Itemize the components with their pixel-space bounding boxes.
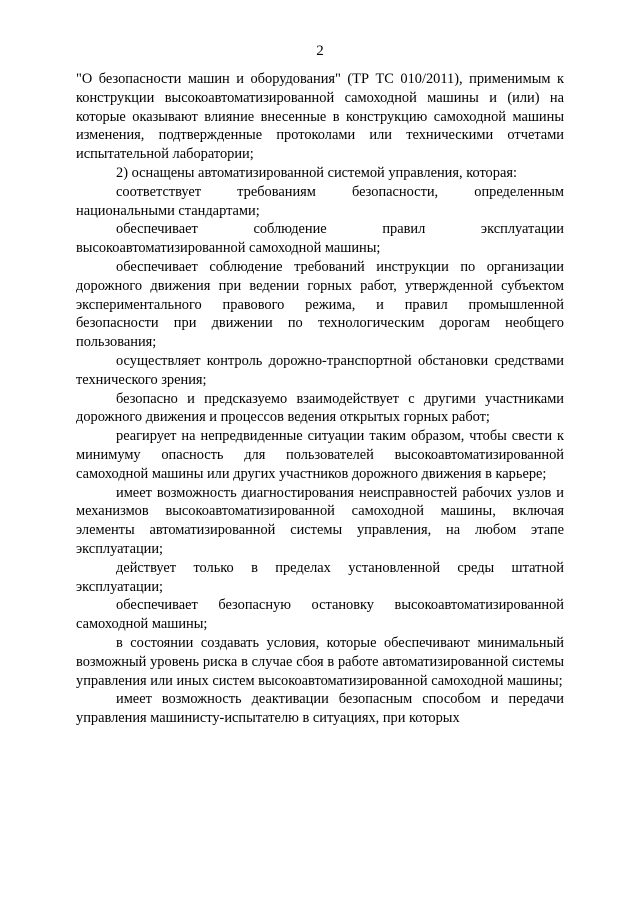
paragraph-traffic-instruction: обеспечивает соблюдение требований инструкции по организации дорожного движения при ведении горных работ, утвержденной субъектом экспериментального правового режима, и правил промышленной безопасности при движении по технологическим дорогам необщего пользования; xyxy=(76,258,564,351)
paragraph-safety-requirements: соответствует требованиям безопасности, определенным национальными стандартами; xyxy=(76,183,564,219)
paragraph-interaction: безопасно и предсказуемо взаимодействует с другими участниками дорожного движения и процессов ведения открытых горных работ; xyxy=(76,390,564,426)
paragraph-item-2-intro: 2) оснащены автоматизированной системой управления, которая: xyxy=(116,164,517,181)
paragraph-diagnostics: имеет возможность диагностирования неисправностей рабочих узлов и механизмов высокоавтоматизированной самоходной машины, включая элементы автоматизированной системы управления, на любом этапе эксплуатации; xyxy=(76,484,564,557)
paragraph-safe-stop: обеспечивает безопасную остановку высокоавтоматизированной самоходной машины; xyxy=(76,597,564,633)
page-number: 2 xyxy=(316,43,324,59)
paragraph-continuation: "О безопасности машин и оборудования" (ТР ТС 010/2011), применимым к конструкции высокоавтоматизированной самоходной машины и (или) на которые оказывают влияние внесенные в конструкцию самоходной машины изменения, подтвержденные протоколами или техническими отчетами испытательной лаборатории; xyxy=(76,71,564,163)
document-body xyxy=(76,70,564,728)
paragraph-unforeseen-situations: реагирует на непредвиденные ситуации таким образом, чтобы свести к минимуму опасность для пользователей высокоавтоматизированной самоходной машины или других участников дорожного движения в карьере; xyxy=(76,428,564,482)
paragraph-operation-rules: обеспечивает соблюдение правил эксплуатации высокоавтоматизированной самоходной машины; xyxy=(76,221,564,257)
paragraph-minimal-risk: в состоянии создавать условия, которые обеспечивают минимальный возможный уровень риска в случае сбоя в работе автоматизированной системы управления или иных систем высокоавтоматизированной самоходной машины; xyxy=(76,634,564,689)
paragraph-operating-environment: действует только в пределах установленной среды штатной эксплуатации; xyxy=(76,559,564,595)
paragraph-deactivation: имеет возможность деактивации безопасным способом и передачи управления машинисту-испытателю в ситуациях, при которых xyxy=(76,691,564,727)
paragraph-vision-control: осуществляет контроль дорожно-транспортной обстановки средствами технического зрения; xyxy=(76,352,564,388)
